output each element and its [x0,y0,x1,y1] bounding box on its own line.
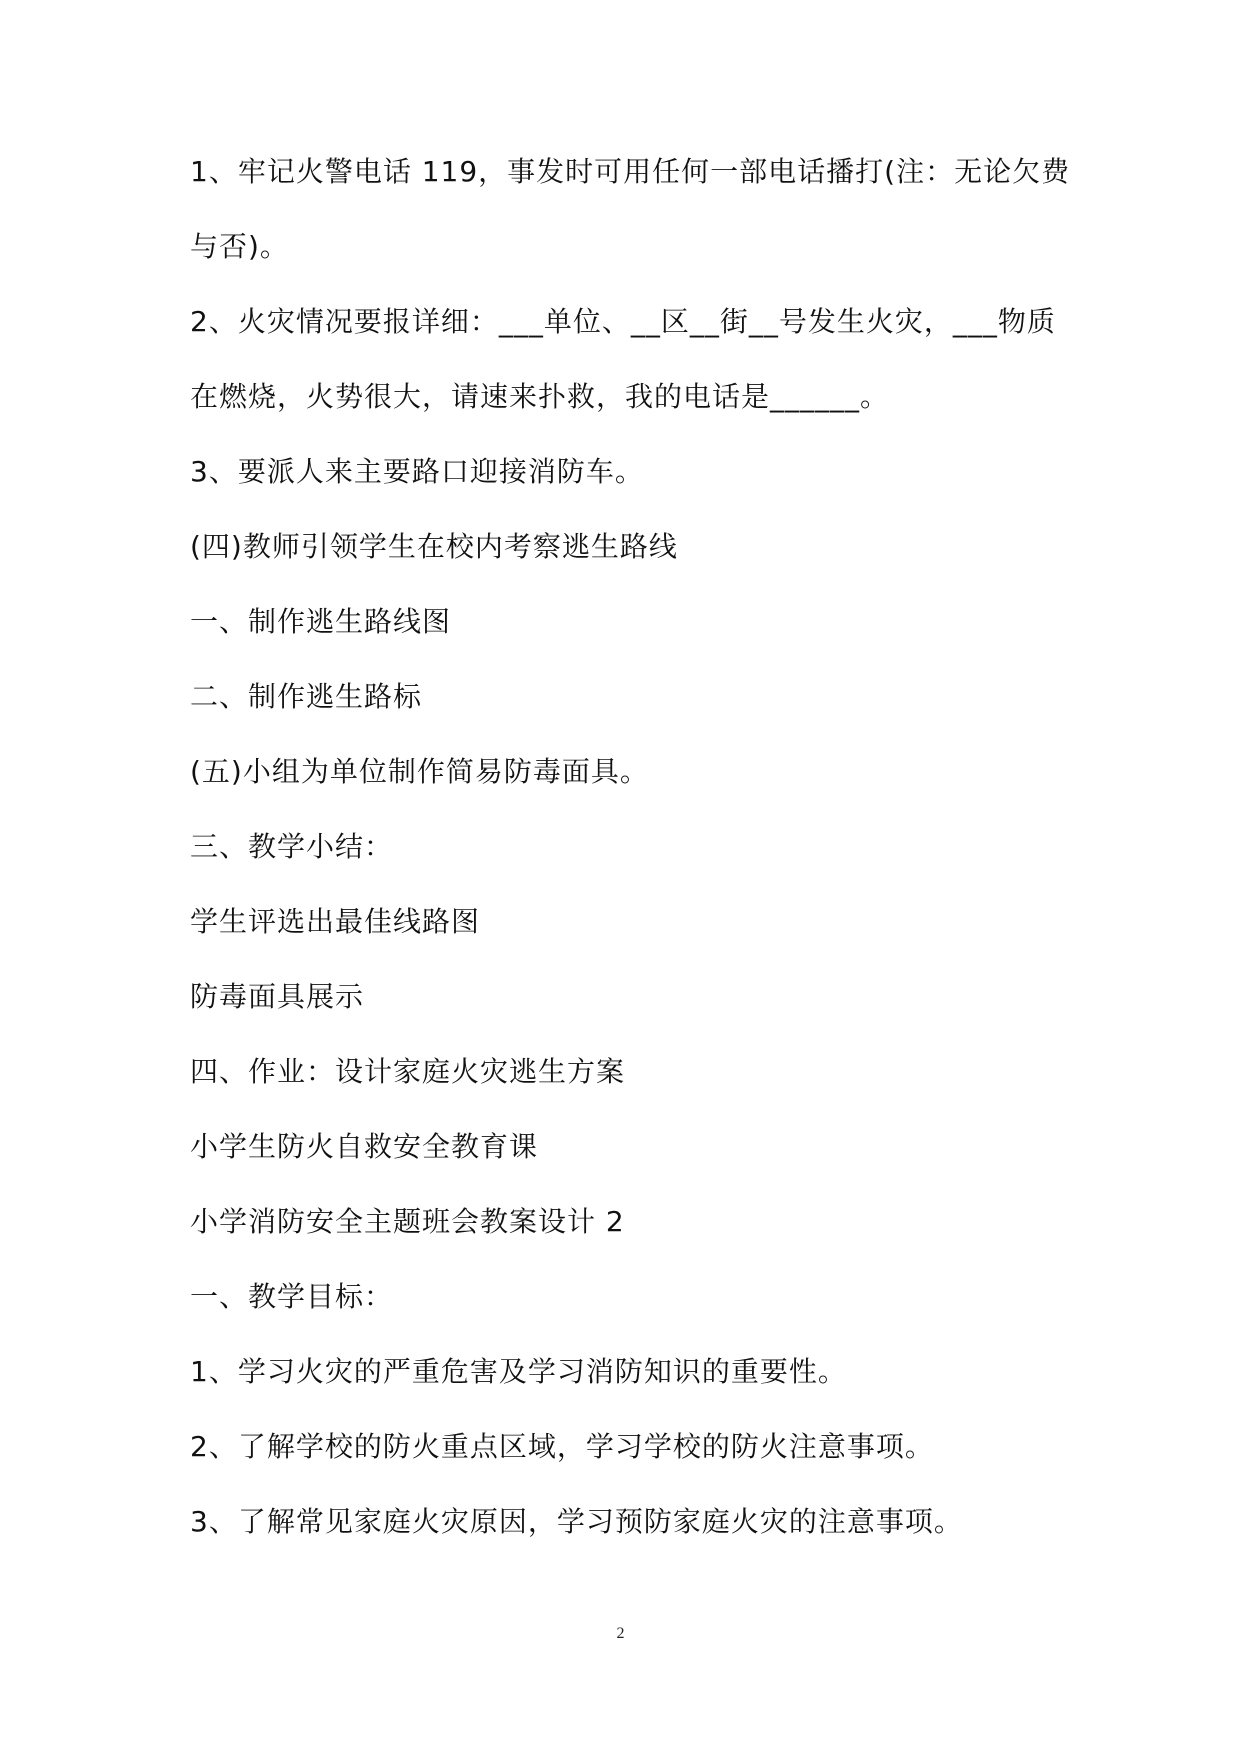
text-line-7: 一、制作逃生路线图 [190,605,452,638]
text-line-1: 1、牢记火警电话 119，事发时可用任何一部电话播打(注：无论欠费 [190,155,1071,188]
text-line-19: 3、了解常见家庭火灾原因，学习预防家庭火灾的注意事项。 [190,1505,963,1538]
section-heading-five: (五)小组为单位制作简易防毒面具。 [190,755,649,788]
text-line-2: 与否)。 [190,230,289,263]
section-heading-goals: 一、教学目标： [190,1280,394,1313]
document-subtitle: 小学消防安全主题班会教案设计 2 [190,1205,625,1238]
text-line-4: 在燃烧，火势很大，请速来扑救，我的电话是______。 [190,380,890,413]
section-heading-homework: 四、作业：设计家庭火灾逃生方案 [190,1055,626,1088]
text-line-17: 1、学习火灾的严重危害及学习消防知识的重要性。 [190,1355,847,1388]
text-line-12: 防毒面具展示 [190,980,365,1013]
text-line-14: 小学生防火自救安全教育课 [190,1130,539,1163]
text-line-3: 2、火灾情况要报详细：___单位、__区__街__号发生火灾，___物质 [190,305,1056,338]
page-number: 2 [616,1625,625,1642]
text-line-11: 学生评选出最佳线路图 [190,905,481,938]
text-line-5: 3、要派人来主要路口迎接消防车。 [190,455,644,488]
text-line-18: 2、了解学校的防火重点区域，学习学校的防火注意事项。 [190,1430,934,1463]
text-line-8: 二、制作逃生路标 [190,680,423,713]
section-heading-four: (四)教师引领学生在校内考察逃生路线 [190,530,678,563]
section-heading-summary: 三、教学小结： [190,830,394,863]
